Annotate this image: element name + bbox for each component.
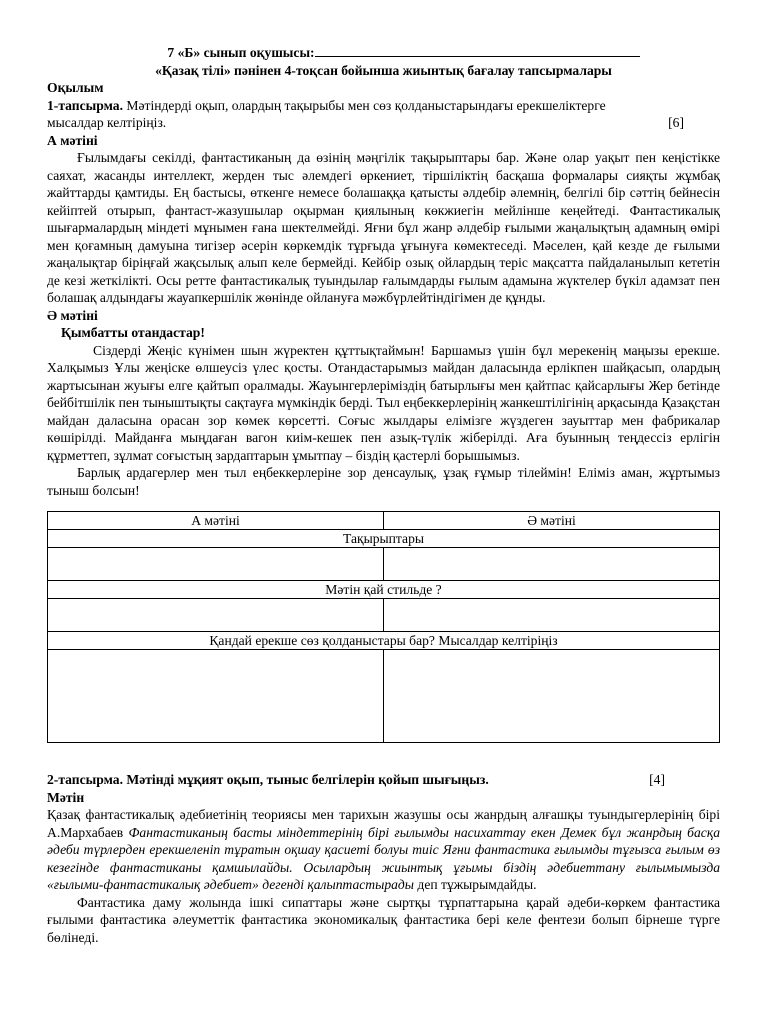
answer-cell-style-b[interactable] xyxy=(384,599,720,632)
table-row xyxy=(48,512,720,530)
task2-para1 xyxy=(47,806,720,894)
task1-text-line2: мысалдар келтіріңіз. xyxy=(47,115,167,130)
table-row xyxy=(48,530,720,548)
text-a-title: А мәтіні xyxy=(47,132,98,148)
text-b-greeting: Қымбатты отандастар! xyxy=(61,325,205,340)
task2-score: [4] xyxy=(649,772,665,787)
name-blank[interactable] xyxy=(315,43,640,57)
class-label: 7 «Б» сынып оқушысы: xyxy=(167,45,315,60)
table-row xyxy=(48,650,720,743)
task2-para1-end: деп тұжырымдайды. xyxy=(414,877,537,892)
task2-para1-italic: Фантастиканың басты міндеттерінің бірі ғылымды насихаттау екен Демек бұл жанрдың басқа әдеби түрлерден ерекшеленіп тұратын оқшау қасиеті болуы тиіс Яғни фантастика ғылымды тұғызса ғылым өз кезегінде фантастиканы қамшылайды. Осылардың жиынтық ұғымы біздің әдебиеттану ғылымымызда «ғылыми-фантастикалық әдебиет» дегенді қалыптастырады xyxy=(47,824,720,892)
table-row xyxy=(48,548,720,581)
answer-cell-topic-a[interactable] xyxy=(48,548,384,581)
table-row xyxy=(48,581,720,599)
text-b-para1: Сіздерді Жеңіс күнімен шын жүректен құттықтаймын! Баршамыз үшін бұл мерекенің маңызы ерекше. Халқымыз Ұлы жеңіске өлшеусіз үлес қосты. Отандастарымыз майдан даласында ерлікпен шайқасып, олардың жартысынан жуығы елге қайтып оралмады. Жауынгерлеріміздің батырлығы мен қайтпас қайсарлығы Жер бетінде бейбітшілік пен тыныштықты сақтауға мүмкіндік берді. Тыл еңбеккерлерінің жанкештілігінің арқасында Қазақстан майдан даласына орасан зор көмек көрсетті. Соғыс жылдары елімізге жүздеген зауыттар мен фабрикалар көшірілді. Майданға мыңдаған вагон киім-кешек пен азық-түлік жіберілді. Аға буынның теңдессіз ерлігін құрметтеп, зұлмат соғыстың зардаптарын ұмытпау – біздің қастерлі борышымыз. xyxy=(47,342,720,463)
task1-instruction xyxy=(47,97,720,115)
task1-line2 xyxy=(47,114,720,132)
task1-score: [6] xyxy=(668,115,684,130)
answer-cell-usage-a[interactable] xyxy=(48,650,384,743)
task2-instruction xyxy=(47,771,720,789)
task2-para1-plain: Қазақ фантастикалық әдебиетінің теориясы мен тарихын жазушы осы жанрдың алғашқы туындыгерлерінің бірі А.Мархабаев xyxy=(47,807,720,840)
assessment-title: «Қазақ тілі» пәнінен 4-тоқсан бойынша жиынтық бағалау тапсырмалары xyxy=(155,62,612,78)
table-row xyxy=(48,599,720,632)
answer-cell-usage-b[interactable] xyxy=(384,650,720,743)
text-b-para2: Барлық ардагерлер мен тыл еңбеккерлеріне зор денсаулық, ұзақ ғұмыр тілеймін! Еліміз аман, жұртымыз тыныш болсын! xyxy=(47,465,720,498)
text-a-body: Ғылымдағы секілді, фантастиканың да өзінің мәңгілік тақырыптары бар. Және олар уақыт пен кеңістікке саяхат, жасанды интеллект, жерден тыс әлемдегі өркениет, тіршіліктің басқаша формалары сияқты жұмбақ жайттарды қамтиды. Ең бастысы, өткенге немесе болашаққа қатысты әлдебір әлемнің, белгілі бір сәттің бейнесін кейіптей отырып, фантаст-жазушылар оқырман қиялының көкжиегін мейлінше кеңейтеді. Фантастикалық шығармалардың міндеті мұнымен ғана шектелмейді. Яғни бұл жанр әлдебір ғылыми жаңалықтың адамның өмірі мен қоғамның дамуына тигізер әсерін көркемдік тұрғыда ұғынуға көмектеседі. Мәселен, қай кезде де ғылыми жаңалықтар біріңғай жақсылық алып келе бермейді. Кейбір озық ойлардың теріс мақсатта пайдаланылып кететін де кезі жеткілікті. Осы ретте фантастикалық туындылар ғалымдарды ғылым адамына жүктелер бүкіл адамзат пен болашақ алдындағы жауапкершілік жөнінде ойлануға мәжбүрлейтіндігімен де құнды. xyxy=(47,150,720,305)
table-header-b: Ә мәтіні xyxy=(384,512,720,530)
task2-label: 2-тапсырма. Мәтінді мұқият оқып, тыныс белгілерін қойып шығыңыз. xyxy=(47,772,489,787)
task2-subtitle: Мәтін xyxy=(47,789,85,805)
comparison-table xyxy=(47,511,720,743)
answer-cell-style-a[interactable] xyxy=(48,599,384,632)
text-b-title: Ә мәтіні xyxy=(47,307,98,323)
table-header-a: А мәтіні xyxy=(48,512,384,530)
table-row-style-label: Мәтін қай стильде ? xyxy=(48,581,720,599)
table-row xyxy=(48,632,720,650)
section-title: Оқылым xyxy=(47,80,104,95)
task1-label: 1-тапсырма. xyxy=(47,97,123,113)
document-page xyxy=(47,43,720,946)
task1-text: Мәтіндерді оқып, олардың тақырыбы мен сөз қолданыстарындағы ерекшеліктерге xyxy=(122,97,606,113)
table-row-topics-label: Тақырыптары xyxy=(48,530,720,548)
answer-cell-topic-b[interactable] xyxy=(384,548,720,581)
task2-para2: Фантастика даму жолында ішкі сипаттары және сыртқы тұрпаттарына қарай әдеби-көркем фантастика ғылыми фантастика әлеуметтік фантастика экономикалық фантастика бері келе фентези болып бірнеше түрге бөлінеді. xyxy=(47,894,720,945)
table-row-usage-label: Қандай ерекше сөз қолданыстары бар? Мысалдар келтіріңіз xyxy=(48,632,720,650)
student-name-line xyxy=(47,43,720,62)
